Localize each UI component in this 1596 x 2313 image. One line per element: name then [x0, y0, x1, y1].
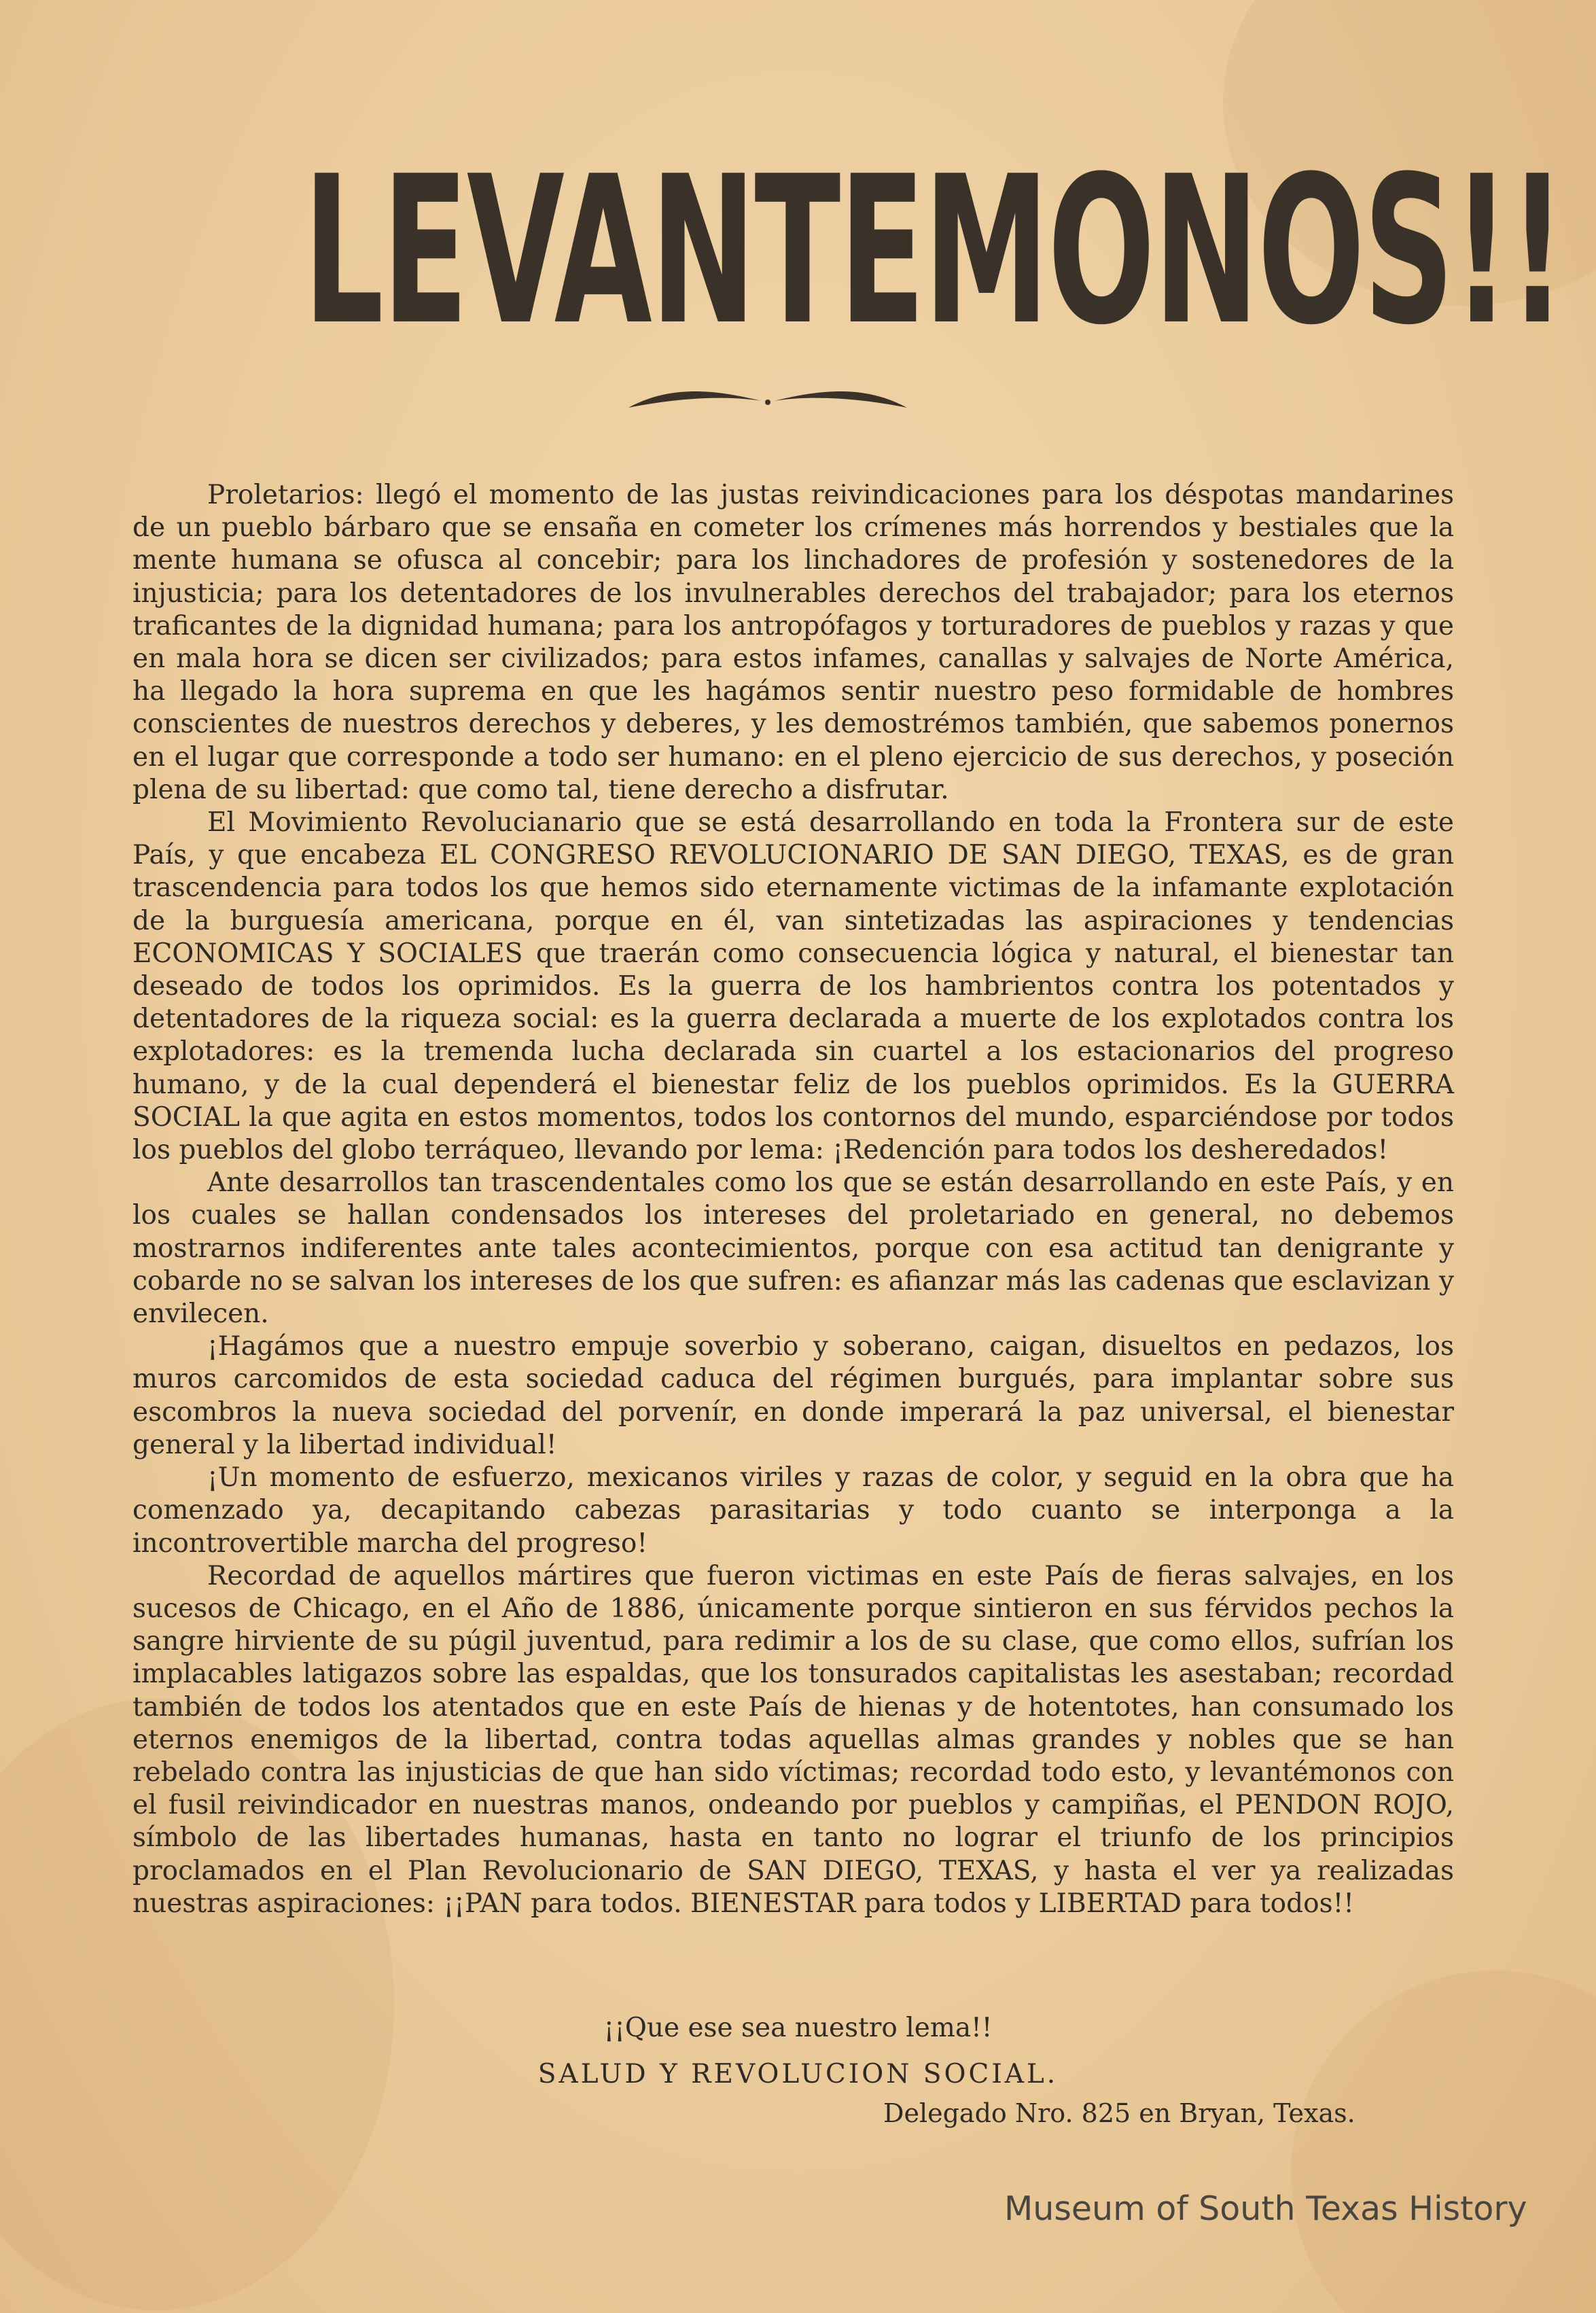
body-text [132, 479, 1454, 1920]
headline: LEVANTEMONOS!! [303, 133, 1565, 370]
museum-watermark: Museum of South Texas History [1004, 2189, 1527, 2228]
paragraph: El Movimiento Revolucianario que se está desarrollando en toda la Frontera sur de este País, y que encabeza EL CONGRESO REVOLUCIONARIO DE SAN DIEGO, TEXAS, es de gran trascendencia para todos los que hemos sido eternamente victimas de la infamante explotación de la burguesía americana, porque en él, van sintetizadas las aspiraciones y tendencias ECONOMICAS Y SOCIALES que traerán como consecuencia lógica y natural, el bienestar tan deseado de todos los oprimidos. Es la guerra de los hambrientos contra los potentados y detentadores de la riqueza social: es la guerra declarada a muerte de los explotados contra los explotadores: es la tremenda lucha declarada sin cuartel a los estacionarios del progreso humano, y de la cual dependerá el bienestar feliz de los pueblos oprimidos. Es la GUERRA SOCIAL la que agita en estos momentos, todos los contornos del mundo, esparciéndose por todos los pueblos del globo terráqueo, llevando por lema: ¡Redención para todos los desheredados! [132, 807, 1454, 1166]
signature: Delegado Nro. 825 en Bryan, Texas. [883, 2098, 1355, 2128]
salutation: SALUD Y REVOLUCION SOCIAL. [537, 2059, 1059, 2089]
closing-motto: ¡¡Que ese sea nuestro lema!! [603, 2013, 993, 2043]
paragraph: ¡Hagámos que a nuestro empuje soverbio y soberano, caigan, disueltos en pedazos, los muros carcomidos de esta sociedad caduca del régimen burgués, para implantar sobre sus escombros la nueva sociedad del porvenír, en donde imperará la paz universal, el bienestar general y la libertad individual! [132, 1331, 1454, 1460]
paragraph: Ante desarrollos tan trascendentales como los que se están desarrollando en este País, y en los cuales se hallan condensados los intereses del proletariado en general, no debemos mostrarnos indiferentes ante tales acontecimientos, porque con esa actitud tan denigrante y cobarde no se salvan los intereses de los que sufren: es afianzar más las cadenas que esclavizan y envilecen. [132, 1167, 1454, 1330]
ornament-divider-icon [625, 381, 910, 421]
paragraph: Proletarios: llegó el momento de las justas reivindicaciones para los déspotas mandarines de un pueblo bárbaro que se ensaña en cometer los crímenes más horrendos y bestiales que la mente humana se ofusca al concebir; para los linchadores de profesión y sostenedores de la injusticia; para los detentadores de los invulnerables derechos del trabajador; para los eternos traficantes de la dignidad humana; para los antropófagos y torturadores de pueblos y razas y que en mala hora se dicen ser civilizados; para estos infames, canallas y salvajes de Norte América, ha llegado la hora suprema en que les hagámos sentir nuestro peso formidable de hombres conscientes de nuestros derechos y deberes, y les demostrémos también, que sabemos ponernos en el lugar que corresponde a todo ser humano: en el pleno ejercicio de sus derechos, y poseción plena de su libertad: que como tal, tiene derecho a disfrutar. [132, 480, 1454, 805]
paragraph: ¡Un momento de esfuerzo, mexicanos viriles y razas de color, y seguid en la obra que ha comenzado ya, decapitando cabezas parasitarias y todo cuanto se interponga a la incontrovertible marcha del progreso! [132, 1462, 1454, 1559]
paragraph: Recordad de aquellos mártires que fueron victimas en este País de fieras salvajes, en los sucesos de Chicago, en el Año de 1886, únicamente porque sintieron en sus férvidos pechos la sangre hirviente de su púgil juventud, para redimir a los de su clase, que como ellos, sufrían los implacables latigazos sobre las espaldas, que los tonsurados capitalistas les asestaban; recordad también de todos los atentados que en este País de hienas y de hotentotes, han consumado los eternos enemigos de la libertad, contra todas aquellas almas grandes y nobles que se han rebelado contra las injusticias de que han sido víctimas; recordad todo esto, y levantémonos con el fusil reivindicador en nuestras manos, ondeando por pueblos y campiñas, el PENDON ROJO, símbolo de las libertades humanas, hasta en tanto no lograr el triunfo de los principios proclamados en el Plan Revolucionario de SAN DIEGO, TEXAS, y hasta el ver ya realizadas nuestras aspiraciones: ¡¡PAN para todos. BIENESTAR para todos y LIBERTAD para todos!! [132, 1560, 1454, 1919]
